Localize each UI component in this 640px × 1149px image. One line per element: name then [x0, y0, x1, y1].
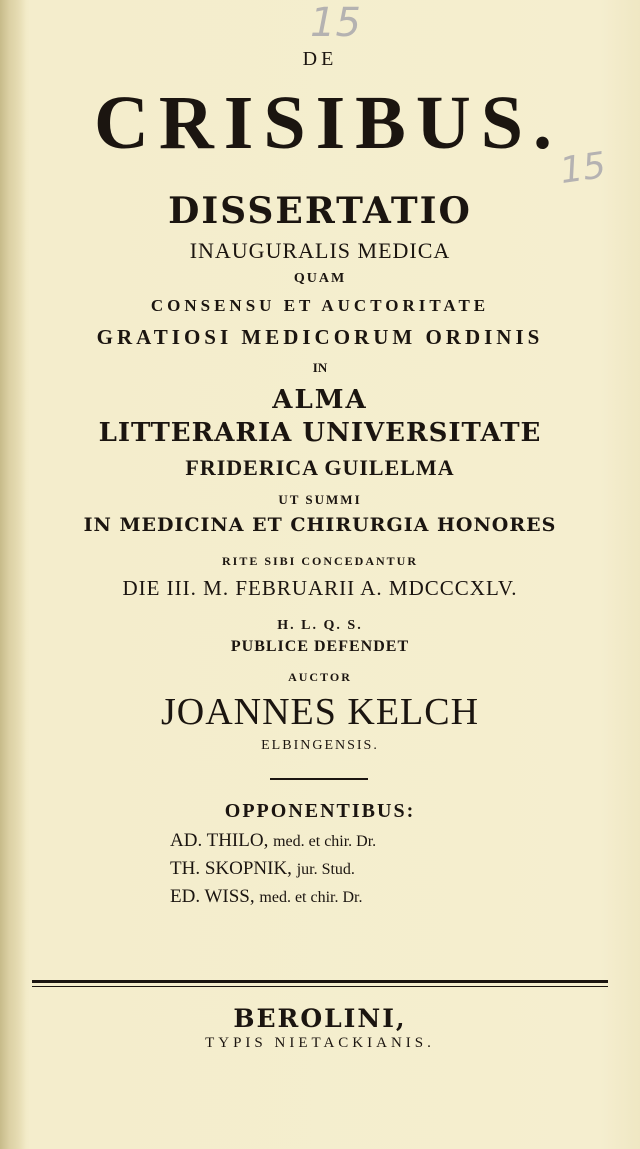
line-friderica: FRIDERICA GUILELMA	[185, 455, 455, 480]
line-inauguralis: INAUGURALIS MEDICA	[189, 238, 451, 263]
opponent-name: AD. THILO,	[170, 830, 269, 851]
line-date: DIE III. M. FEBRUARII A. MDCCCXLV.	[122, 576, 518, 600]
line-medicina: IN MEDICINA ET CHIRURGIA HONORES	[83, 514, 557, 536]
divider-short	[270, 778, 368, 780]
line-in: IN	[312, 360, 328, 375]
opponent-name: ED. WISS,	[170, 886, 255, 907]
line-ut-summi: UT SUMMI	[278, 492, 362, 507]
line-alma: ALMA	[272, 385, 368, 415]
opponents-heading: OPPONENTIBUS:	[224, 800, 416, 822]
title-de: DE	[302, 48, 338, 70]
pencil-mark-top: 15	[310, 0, 361, 46]
imprint-printer: TYPIS NIETACKIANIS.	[205, 1035, 435, 1051]
pencil-mark-right: 15	[557, 145, 609, 192]
opponent-title: med. et chir. Dr.	[273, 833, 377, 850]
opponent-title: med. et chir. Dr.	[259, 889, 363, 906]
opponent-entry	[170, 886, 470, 912]
line-publice: PUBLICE DEFENDET	[230, 638, 410, 655]
auctor-name: JOANNES KELCH	[160, 691, 480, 733]
line-dissertatio: DISSERTATIO	[168, 190, 472, 232]
line-rite: RITE SIBI CONCEDANTUR	[221, 554, 419, 568]
opponent-title: jur. Stud.	[296, 861, 355, 878]
line-hlqs: H. L. Q. S.	[277, 618, 363, 633]
line-litteraria: LITTERARIA UNIVERSITATE	[98, 418, 542, 448]
auctor-label: AUCTOR	[288, 670, 352, 684]
auctor-origin: ELBINGENSIS.	[261, 738, 379, 753]
opponents-list	[0, 830, 640, 914]
line-consensu: CONSENSU ET AUCTORITATE	[150, 296, 490, 315]
page-binding-edge	[0, 0, 26, 1149]
line-quam: QUAM	[293, 271, 347, 286]
divider-double-thin	[32, 986, 608, 987]
imprint-place: BEROLINI,	[233, 1004, 407, 1033]
opponent-name: TH. SKOPNIK,	[170, 858, 292, 879]
divider-double-thick	[32, 980, 608, 983]
opponent-entry	[170, 858, 470, 884]
opponent-entry	[170, 830, 470, 856]
title-crisibus: CRISIBUS.	[93, 81, 563, 165]
line-gratiosi: GRATIOSI MEDICORUM ORDINIS	[96, 325, 544, 349]
